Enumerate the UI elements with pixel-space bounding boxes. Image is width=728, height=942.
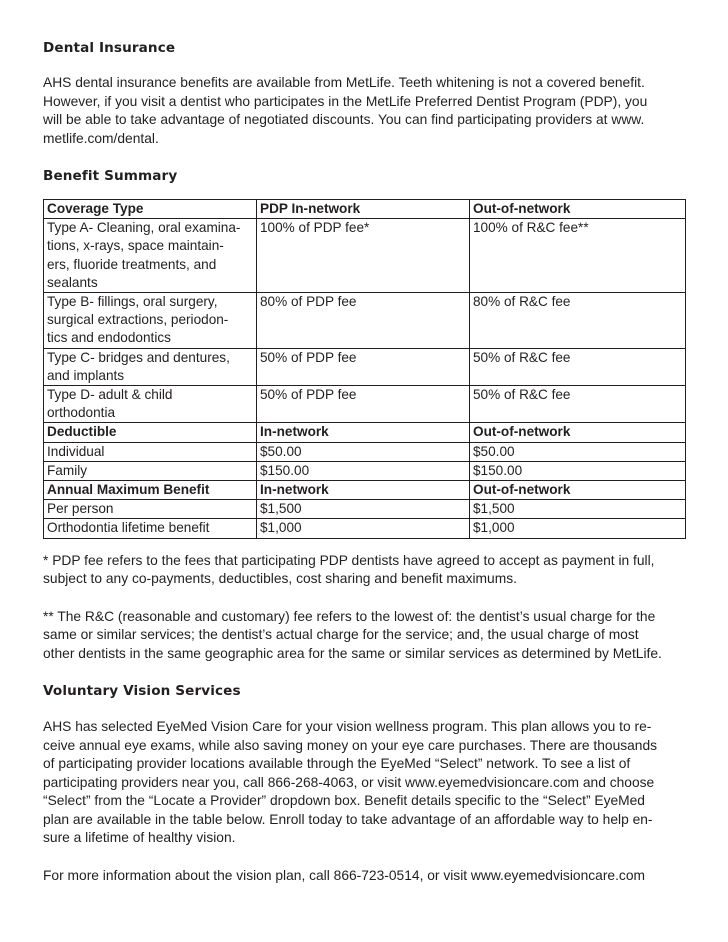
table-row xyxy=(44,219,686,293)
note-line: ** The R&C (reasonable and customary) fee refers to the lowest of: the dentist’s usual charge for the xyxy=(43,608,656,624)
cell-line: ers, fluoride treatments, and xyxy=(47,256,217,272)
paragraph-line: AHS dental insurance benefits are available from MetLife. Teeth whitening is not a covered benefit. xyxy=(43,75,645,90)
cell-line: Type B- fillings, oral surgery, xyxy=(47,294,218,310)
pdp-fee-note xyxy=(43,552,687,589)
table-row xyxy=(44,500,686,519)
table-cell: $1,000 xyxy=(470,519,686,538)
deductible-header-row xyxy=(44,423,686,442)
header-cell: Out-of-network xyxy=(470,200,686,219)
table-row xyxy=(44,461,686,480)
in-network-cell: 80% of PDP fee xyxy=(257,293,470,349)
coverage-type-cell xyxy=(44,386,257,423)
paragraph-line: sure a lifetime of healthy vision. xyxy=(43,830,236,846)
paragraph-line: of participating provider locations available through the EyeMed “Select” network. To see a list of xyxy=(43,756,631,772)
vision-more-info: For more information about the vision plan, call 866-723-0514, or visit www.eyemedvisioncare.com xyxy=(43,867,645,883)
header-cell: In-network xyxy=(257,481,470,500)
table-row xyxy=(44,519,686,538)
paragraph-line: participating providers near you, call 866-268-4063, or visit www.eyemedvisioncare.com and choose xyxy=(43,774,655,790)
annual-max-header-row xyxy=(44,481,686,500)
paragraph-line: However, if you visit a dentist who participates in the MetLife Preferred Dentist Program (PDP), you xyxy=(43,93,648,109)
in-network-cell: 50% of PDP fee xyxy=(257,386,470,423)
rc-fee-note xyxy=(43,608,687,664)
cell-line: Type C- bridges and dentures, xyxy=(47,349,230,365)
benefit-summary-heading: Benefit Summary xyxy=(43,168,178,184)
paragraph-line: AHS has selected EyeMed Vision Care for your vision wellness program. This plan allows you to re- xyxy=(43,719,652,735)
paragraph-line: ceive annual eye exams, while also saving money on your eye care purchases. There are thousands xyxy=(43,737,658,753)
table-row xyxy=(44,293,686,349)
vision-services-heading: Voluntary Vision Services xyxy=(43,683,241,700)
cell-line: tics and endodontics xyxy=(47,330,171,346)
note-line: * PDP fee refers to the fees that participating PDP dentists have agreed to accept as payment in full, xyxy=(43,552,655,568)
header-cell: Coverage Type xyxy=(44,200,257,219)
out-network-cell: 100% of R&C fee** xyxy=(470,219,686,293)
header-cell: Out-of-network xyxy=(470,481,686,500)
table-cell: Orthodontia lifetime benefit xyxy=(44,519,257,538)
cell-line: sealants xyxy=(47,274,98,290)
table-cell: $150.00 xyxy=(470,461,686,480)
vision-services-paragraph xyxy=(43,718,687,848)
header-cell: Deductible xyxy=(44,423,257,442)
out-network-cell: 50% of R&C fee xyxy=(470,386,686,423)
out-network-cell: 50% of R&C fee xyxy=(470,348,686,385)
table-header-row xyxy=(44,200,686,219)
table-row xyxy=(44,348,686,385)
cell-line: and implants xyxy=(47,367,125,383)
cell-line: orthodontia xyxy=(47,405,116,421)
coverage-type-cell xyxy=(44,219,257,293)
out-network-cell: 80% of R&C fee xyxy=(470,293,686,349)
table-cell: Family xyxy=(44,461,257,480)
coverage-type-cell xyxy=(44,293,257,349)
cell-line: Type A- Cleaning, oral examina- xyxy=(47,220,241,236)
dental-insurance-paragraph xyxy=(43,74,687,148)
table-cell: $50.00 xyxy=(257,442,470,461)
header-cell: Annual Maximum Benefit xyxy=(44,481,257,500)
note-line: subject to any co-payments, deductibles, cost sharing and benefit maximums. xyxy=(43,571,517,587)
header-cell: Out-of-network xyxy=(470,423,686,442)
paragraph-line: plan are available in the table below. Enroll today to take advantage of an affordable way to help en- xyxy=(43,811,653,827)
note-line: other dentists in the same geographic area for the same or similar services as determined by MetLife. xyxy=(43,645,662,661)
paragraph-line: “Select” from the “Locate a Provider” dropdown box. Benefit details specific to the “Select” EyeMed xyxy=(43,793,645,809)
coverage-type-cell xyxy=(44,348,257,385)
dental-insurance-heading: Dental Insurance xyxy=(43,40,176,56)
cell-line: Type D- adult & child xyxy=(47,387,173,403)
table-cell: $1,000 xyxy=(257,519,470,538)
header-cell: In-network xyxy=(257,423,470,442)
cell-line: tions, x-rays, space maintain- xyxy=(47,238,224,254)
in-network-cell: 50% of PDP fee xyxy=(257,348,470,385)
table-cell: Individual xyxy=(44,442,257,461)
cell-line: surgical extractions, periodon- xyxy=(47,312,229,328)
paragraph-line: metlife.com/dental. xyxy=(43,130,159,146)
table-cell: Per person xyxy=(44,500,257,519)
table-cell: $1,500 xyxy=(257,500,470,519)
table-cell: $50.00 xyxy=(470,442,686,461)
table-row xyxy=(44,442,686,461)
header-cell: PDP In-network xyxy=(257,200,470,219)
document-page xyxy=(43,38,687,885)
benefit-summary-table xyxy=(43,199,686,539)
note-line: same or similar services; the dentist’s actual charge for the service; and, the usual charge of most xyxy=(43,627,639,643)
table-row xyxy=(44,386,686,423)
table-cell: $150.00 xyxy=(257,461,470,480)
paragraph-line: will be able to take advantage of negotiated discounts. You can find participating providers at www. xyxy=(43,112,645,127)
in-network-cell: 100% of PDP fee* xyxy=(257,219,470,293)
table-cell: $1,500 xyxy=(470,500,686,519)
